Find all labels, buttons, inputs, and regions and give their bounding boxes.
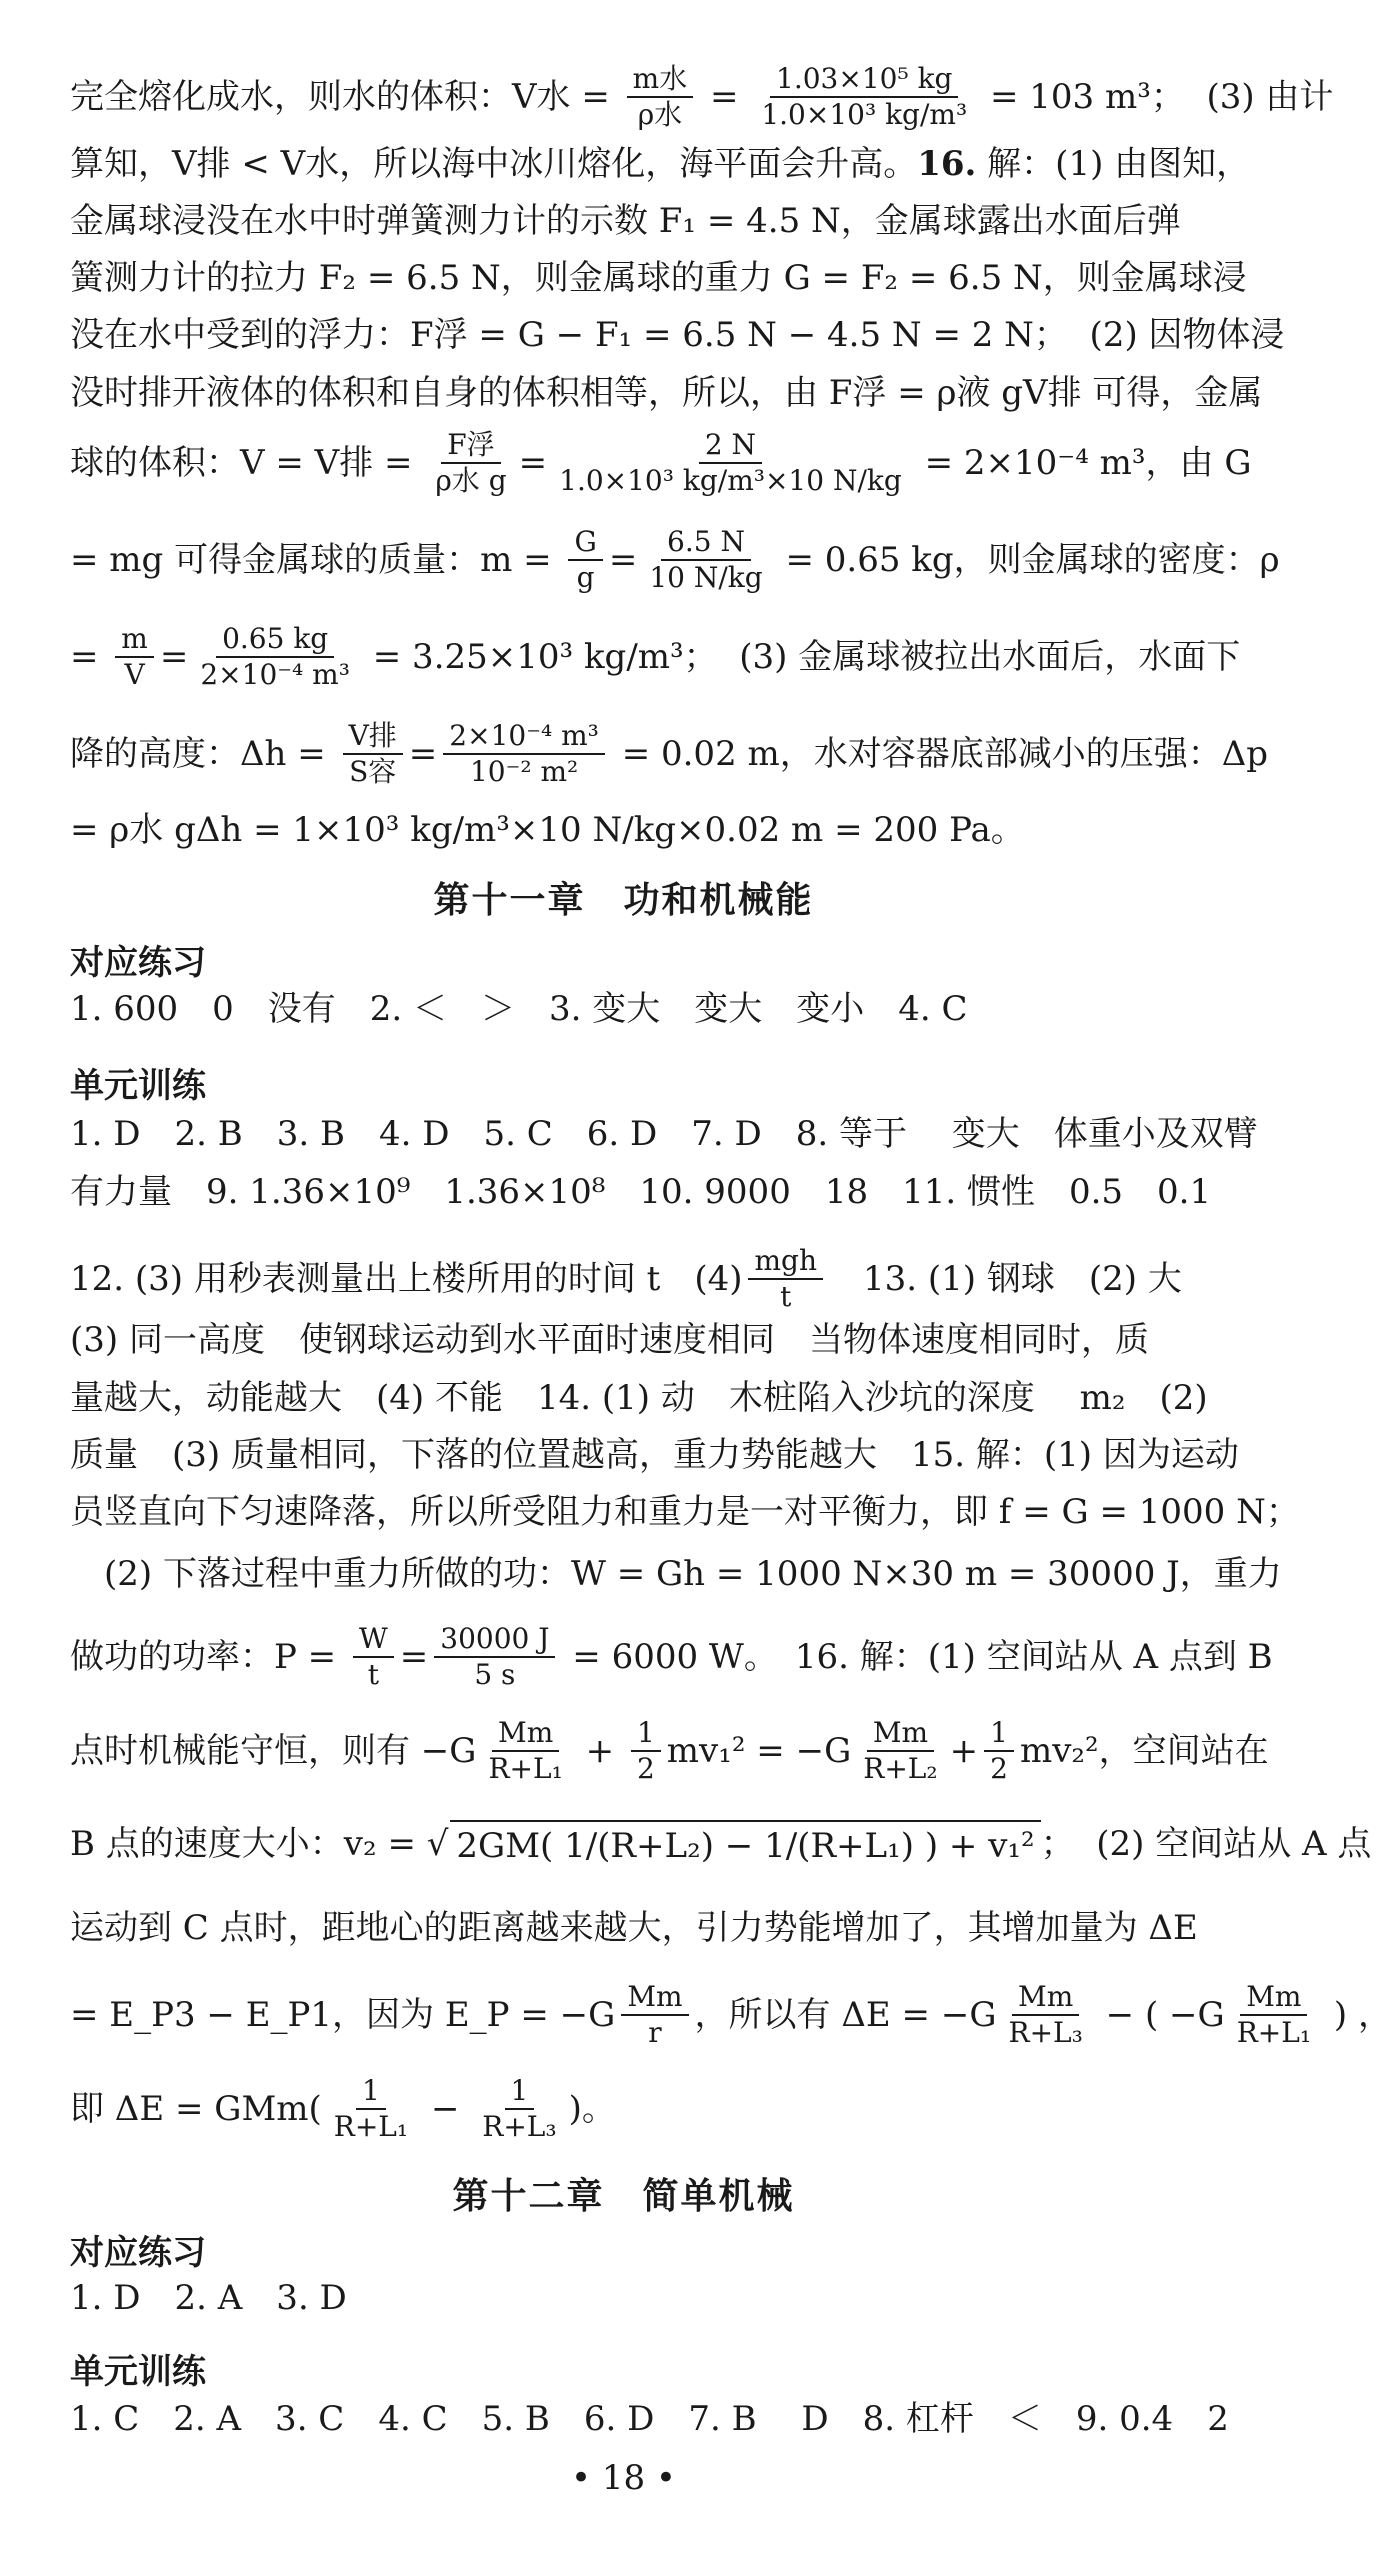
denominator: t	[780, 1280, 792, 1313]
text-line: 点时机械能守恒，则有 −G $\frac{Mm}{\text{R+L₁}}$ + $\frac{1}{2}$ mv₁² = −G $\frac{Mm}{\text{R+L₂}}$ + $\frac{1}{2}$ mv₂²，空间站在	[70, 1716, 1269, 1785]
fraction	[343, 719, 403, 789]
text-segment: =	[70, 637, 110, 677]
text-segment: 完全熔化成水，则水的体积：V水 =	[70, 77, 621, 117]
fraction	[476, 2074, 562, 2144]
text-segment: = mg 可得金属球的质量：m =	[70, 540, 563, 580]
numerator: W	[353, 1622, 394, 1658]
numerator: Mm	[1240, 1980, 1307, 2016]
numerator: 1	[505, 2074, 535, 2110]
section-subtitle: 对应练习	[70, 2233, 206, 2273]
numerator: 6.5 N	[661, 525, 751, 561]
text-line	[70, 199, 1180, 243]
numerator: m水	[627, 62, 694, 98]
text-segment: 有力量 9. 1.36×10⁹ 1.36×10⁸ 10. 9000 18 11. 惯性 0.5 0.1	[70, 1172, 1212, 1212]
text-line	[70, 2397, 1229, 2441]
denominator: S容	[349, 755, 397, 788]
numerator: G	[568, 525, 602, 561]
text-segment: = 0.65 kg，则金属球的密度：ρ	[774, 540, 1280, 580]
fraction	[194, 622, 356, 692]
text-segment: = 3.25×10³ kg/m³； (3) 金属球被拉出水面后，水面下	[361, 637, 1241, 677]
text-line	[70, 1906, 1198, 1950]
text-line	[70, 371, 1263, 415]
numerator: mgh	[748, 1244, 823, 1280]
numerator: F浮	[441, 428, 500, 464]
text-line: = mg 可得金属球的质量：m = $\frac{G}{g}$ = $\frac{6.5 N}{10 N/kg}$ = 0.65 kg，则金属球的密度：ρ	[70, 525, 1280, 594]
fraction	[1002, 1980, 1088, 2050]
text-segment: =	[699, 77, 750, 117]
text-line	[70, 1318, 1180, 1362]
denominator: R+L₃	[1008, 2016, 1083, 2049]
text-line	[70, 1170, 1212, 1214]
text-segment: +	[574, 1731, 625, 1771]
denominator: 10 N/kg	[649, 561, 763, 594]
fraction	[748, 1244, 823, 1314]
text-line	[70, 1244, 1180, 1314]
text-segment: 量越大，动能越大 (4) 不能 14. (1) 动 木桩陷入沙坑的深度 m₂ (2)	[70, 1378, 1208, 1418]
numerator: Mm	[1012, 1980, 1079, 2016]
fraction	[857, 1716, 943, 1786]
text-segment: 12. (3) 用秒表测量出上楼所用的时间 t (4)	[70, 1259, 743, 1299]
text-segment: = E_P3 − E_P1，因为 E_P = −G	[70, 1995, 616, 2035]
denominator: R+L₃	[482, 2110, 557, 2143]
text-segment: 点时机械能守恒，则有 −G	[70, 1731, 477, 1771]
text-line: 做功的功率：P = $\frac{W}{t}$ = $\frac{30000 J}{5 s}$ = 6000 W。 16. 解：(1) 空间站从 A 点到 B	[70, 1622, 1273, 1691]
text-segment: (2) 下落过程中重力所做的功：W = Gh = 1000 N×30 m = 30000 J，重力	[70, 1554, 1282, 1594]
fraction	[482, 1716, 568, 1786]
text-segment: 算知，V排 < V水，所以海中冰川熔化，海平面会升高。	[70, 144, 918, 184]
numerator: 1.03×10⁵ kg	[770, 62, 958, 98]
text-segment: = 0.02 m，水对容器底部减小的压强：Δp	[610, 734, 1269, 774]
denominator: 2×10⁻⁴ m³	[200, 658, 350, 691]
denominator: V	[124, 658, 145, 691]
numerator: 0.65 kg	[216, 622, 334, 658]
square-root-expression: 2GM( 1/(R+L₂) − 1/(R+L₁) ) + v₁²	[450, 1820, 1040, 1868]
numerator: Mm	[492, 1716, 559, 1752]
text-segment: 即 ΔE = GMm(	[70, 2089, 322, 2129]
text-line	[70, 62, 1334, 132]
fraction	[643, 525, 768, 595]
text-segment: 球的体积：V = V排 =	[70, 443, 424, 483]
denominator: ρ水	[637, 98, 683, 131]
numerator: 2×10⁻⁴ m³	[443, 719, 605, 755]
text-segment: 金属球浸没在水中时弹簧测力计的示数 F₁ = 4.5 N，金属球露出水面后弹	[70, 201, 1181, 241]
fraction	[755, 62, 973, 132]
fraction	[429, 428, 512, 498]
text-line	[70, 987, 1180, 1031]
text-line	[70, 1433, 1239, 1477]
section-subtitle: 单元训练	[70, 2352, 206, 2392]
text-segment: mv₂²，空间站在	[1019, 1731, 1269, 1771]
fraction	[115, 622, 154, 692]
numerator: 1	[984, 1716, 1014, 1752]
text-segment: 解：(1) 由图知，	[976, 144, 1251, 184]
denominator: ρ水 g	[435, 464, 507, 497]
text-line	[70, 142, 1251, 186]
denominator: 2	[990, 1752, 1008, 1785]
text-segment: 没时排开液体的体积和自身的体积相等，所以，由 F浮 = ρ液 gV排 可得，金属	[70, 373, 1263, 413]
text-segment: )。	[568, 2089, 616, 2129]
text-line	[70, 1112, 1258, 1156]
text-segment: ，所以有 ΔE = −G	[694, 1995, 997, 2035]
denominator: 5 s	[474, 1658, 516, 1691]
text-segment: = 2×10⁻⁴ m³，由 G	[913, 443, 1252, 483]
chapter-title: 第十二章 简单机械	[452, 2176, 795, 2217]
text-line: = $\frac{m}{V}$ = $\frac{0.65 kg}{\text{2×10⁻⁴ m³}}$ = 3.25×10³ kg/m³； (3) 金属球被拉出水面后，水面下	[70, 622, 1241, 691]
denominator: R+L₁	[488, 1752, 563, 1785]
denominator: r	[648, 2016, 662, 2049]
text-segment: 1. 600 0 没有 2. ＜ ＞ 3. 变大 变大 变小 4. C	[70, 989, 968, 1029]
text-segment: 运动到 C 点时，距地心的距离越来越大，引力势能增加了，其增加量为 ΔE	[70, 1908, 1198, 1948]
text-segment: = 103 m³； (3) 由计	[979, 77, 1334, 117]
fraction	[553, 428, 908, 498]
fraction	[984, 1716, 1014, 1786]
text-line	[70, 2276, 1180, 2320]
text-segment: 1. C 2. A 3. C 4. C 5. B 6. D 7. B D 8. 杠杆 ＜ 9. 0.4 2	[70, 2399, 1229, 2439]
text-line	[70, 256, 1247, 300]
fraction	[631, 1716, 661, 1786]
denominator: 10⁻² m²	[469, 755, 579, 788]
text-segment: 降的高度：Δh =	[70, 734, 337, 774]
fraction	[621, 1980, 688, 2050]
text-line: 球的体积：V = V排 = $\frac{\text{F浮}}{\text{ρ水 g}}$ = $\frac{2 N}{\text{1.0×10³ kg/m³×10 N/kg}}$ = 2×10⁻⁴ m³，由 G	[70, 428, 1252, 497]
fraction	[328, 2074, 414, 2144]
text-segment: 1. D 2. A 3. D	[70, 2278, 347, 2318]
text-line	[70, 1552, 1282, 1596]
text-segment: ； (2) 空间站从 A 点	[1040, 1824, 1372, 1864]
fraction	[1231, 1980, 1317, 2050]
text-segment: − ( −G	[1094, 1995, 1225, 2035]
text-line	[70, 1820, 1372, 1868]
numerator: Mm	[867, 1716, 934, 1752]
fraction	[353, 1622, 394, 1692]
text-segment: 质量 (3) 质量相同，下落的位置越高，重力势能越大 15. 解：(1) 因为运动	[70, 1435, 1239, 1475]
denominator: 2	[636, 1752, 655, 1785]
text-segment: −	[420, 2089, 471, 2129]
denominator: R+L₂	[863, 1752, 938, 1785]
denominator: R+L₁	[333, 2110, 409, 2143]
text-segment: mv₁² = −G	[666, 1731, 852, 1771]
text-line	[70, 1980, 1392, 2050]
text-line	[70, 313, 1285, 357]
fraction	[568, 525, 602, 595]
text-line	[70, 1490, 1300, 1534]
numerator: 30000 J	[434, 1622, 555, 1658]
text-segment: 1. D 2. B 3. B 4. D 5. C 6. D 7. D 8. 等于 变大 体重小及双臂	[70, 1114, 1258, 1154]
numerator: V排	[343, 719, 403, 755]
text-line	[70, 1376, 1208, 1420]
fraction	[434, 1622, 555, 1692]
text-segment: = 6000 W。 16. 解：(1) 空间站从 A 点到 B	[561, 1637, 1273, 1677]
denominator: 1.0×10³ kg/m³×10 N/kg	[559, 464, 902, 497]
text-segment: 没在水中受到的浮力：F浮 = G − F₁ = 6.5 N − 4.5 N = 2 N； (2) 因物体浸	[70, 315, 1285, 355]
section-subtitle: 单元训练	[70, 1066, 206, 1106]
numerator: 1	[631, 1716, 661, 1752]
fraction	[627, 62, 694, 132]
numerator: m	[115, 622, 154, 658]
fraction	[443, 719, 605, 789]
text-segment: 员竖直向下匀速降落，所以所受阻力和重力是一对平衡力，即 f = G = 1000 N；	[70, 1492, 1300, 1532]
denominator: t	[367, 1658, 379, 1691]
numerator: Mm	[621, 1980, 688, 2016]
numerator: 2 N	[699, 428, 762, 464]
denominator: R+L₁	[1236, 2016, 1312, 2049]
text-segment: 做功的功率：P =	[70, 1637, 347, 1677]
text-segment: ) ，	[1323, 1995, 1392, 2035]
denominator: g	[576, 561, 595, 594]
text-segment: B 点的速度大小：v₂ = √	[70, 1824, 449, 1864]
numerator: 1	[356, 2074, 386, 2110]
denominator: 1.0×10³ kg/m³	[761, 98, 968, 131]
text-line	[70, 808, 1180, 852]
page-number: • 18 •	[571, 2458, 676, 2498]
chapter-title: 第十一章 功和机械能	[433, 880, 814, 921]
text-segment: = ρ水 gΔh = 1×10³ kg/m³×10 N/kg×0.02 m = 200 Pa。	[70, 810, 1025, 850]
text-segment: 簧测力计的拉力 F₂ = 6.5 N，则金属球的重力 G = F₂ = 6.5 N，则金属球浸	[70, 258, 1247, 298]
section-subtitle: 对应练习	[70, 943, 206, 983]
text-segment: (3) 同一高度 使钢球运动到水平面时速度相同 当物体速度相同时，质	[70, 1320, 1149, 1360]
question-number: 16.	[917, 144, 977, 184]
text-line	[70, 2074, 1180, 2144]
text-segment: 13. (1) 钢球 (2) 大	[829, 1259, 1182, 1299]
text-line: 降的高度：Δh = $\frac{\text{V排}}{\text{S容}}$ = $\frac{\text{2×10⁻⁴ m³}}{\text{10⁻² m²}}$ = 0.02 m，水对容器底部减小的压强：Δp	[70, 719, 1269, 788]
